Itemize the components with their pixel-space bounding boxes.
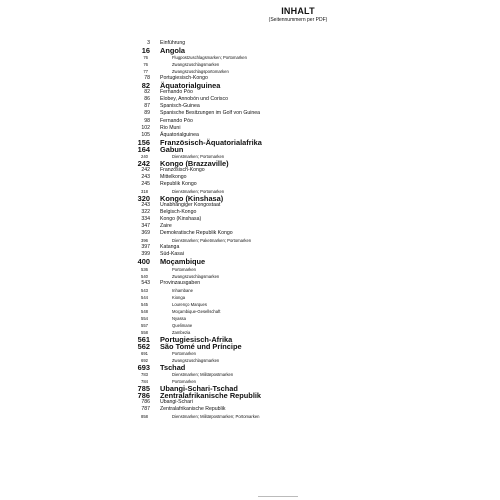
toc-heading[interactable] xyxy=(0,364,500,371)
toc-label: Katanga xyxy=(160,244,180,251)
toc-label: Französisch-Äquatorialafrika xyxy=(160,137,262,147)
toc-subentry[interactable] xyxy=(0,308,500,315)
toc-page-number: 318 xyxy=(141,188,148,194)
toc-label: Fernando Póo xyxy=(160,89,193,96)
toc-heading[interactable] xyxy=(0,343,500,350)
toc-page-number: 76 xyxy=(143,62,148,68)
toc-subentry[interactable] xyxy=(0,378,500,385)
toc-page-number: 397 xyxy=(141,244,150,251)
toc-label: Provinzausgaben xyxy=(160,279,201,286)
toc-page-number: 86 xyxy=(144,96,150,103)
toc-page-number: 858 xyxy=(141,414,148,420)
toc-page-number: 400 xyxy=(137,257,150,267)
toc-subentry[interactable] xyxy=(0,273,500,280)
toc-page-number: 787 xyxy=(141,406,150,413)
toc-heading[interactable] xyxy=(0,82,500,89)
toc-label: Kongo (Kinshasa) xyxy=(160,216,202,223)
toc-label: Belgisch-Kongo xyxy=(160,209,197,216)
toc-label: Portomarken xyxy=(172,351,196,357)
toc-page-number: 540 xyxy=(141,273,148,279)
toc-page-number: 156 xyxy=(137,137,150,147)
toc-label: Kongo (Brazzaville) xyxy=(160,158,229,168)
toc-label: Portomarken xyxy=(172,379,196,385)
toc-page-number: 242 xyxy=(141,166,150,173)
toc-label: Französisch-Kongo xyxy=(160,166,205,173)
toc-label: Spanisch-Guinea xyxy=(160,103,200,110)
toc-label: Dienstmarken; Militärpostmarken; Portomarken xyxy=(172,414,260,420)
toc-label: Rio Muni xyxy=(160,124,181,131)
toc-page-number: 87 xyxy=(144,103,150,110)
toc-label: Äquatorialguinea xyxy=(160,81,221,91)
toc-label: Zaire xyxy=(160,223,172,230)
toc-label: Flugpostzuschlagsmarken; Portomarken xyxy=(172,55,247,61)
toc-heading[interactable] xyxy=(0,258,500,265)
toc-entry[interactable] xyxy=(0,181,500,188)
toc-page-number: 562 xyxy=(137,342,150,352)
toc-label: Zwangszuschlagsportomarken xyxy=(172,69,229,75)
toc-page-number: 243 xyxy=(141,202,150,209)
toc-entry[interactable] xyxy=(0,280,500,287)
toc-subentry[interactable] xyxy=(0,287,500,294)
toc-page-number: 785 xyxy=(137,384,150,394)
toc-page-number: 543 xyxy=(141,287,148,293)
toc-entry[interactable] xyxy=(0,110,500,117)
toc-heading[interactable] xyxy=(0,160,500,167)
toc-subentry[interactable] xyxy=(0,329,500,336)
toc-entry[interactable] xyxy=(0,118,500,125)
toc-page-number: 164 xyxy=(137,144,150,154)
toc-page-number: 89 xyxy=(144,110,150,117)
toc-label: Inhambane xyxy=(172,287,193,293)
toc-label: Dienstmarken; Paketmarken; Portomarken xyxy=(172,238,252,244)
toc-page-number: 692 xyxy=(141,358,148,364)
toc-label: Unabhängiger Kongostaat xyxy=(160,202,221,209)
toc-page-number: 544 xyxy=(141,294,148,300)
toc-label: Moçambique xyxy=(160,257,206,267)
toc-subentry[interactable] xyxy=(0,153,500,160)
toc-heading[interactable] xyxy=(0,146,500,153)
toc-page-number: 78 xyxy=(144,75,150,82)
toc-label: Dienstmarken; Portomarken xyxy=(172,153,225,159)
toc-entry[interactable] xyxy=(0,103,500,110)
table-of-contents xyxy=(0,40,500,421)
toc-page-number: 543 xyxy=(141,279,150,286)
toc-page-number: 102 xyxy=(141,124,150,131)
toc-subentry[interactable] xyxy=(0,357,500,364)
toc-label: Zentralafrikanische Republik xyxy=(160,406,226,413)
toc-entry[interactable] xyxy=(0,167,500,174)
toc-page-number: 320 xyxy=(137,194,150,204)
toc-page-number: 786 xyxy=(137,391,150,401)
toc-page-number: 76 xyxy=(143,55,148,61)
toc-subentry[interactable] xyxy=(0,188,500,195)
toc-page-number: 554 xyxy=(141,315,148,321)
toc-label: Mittelkongo xyxy=(160,173,187,180)
toc-entry[interactable] xyxy=(0,406,500,413)
toc-label: Quelimane xyxy=(172,322,193,328)
toc-entry[interactable] xyxy=(0,223,500,230)
toc-entry[interactable] xyxy=(0,125,500,132)
toc-subentry[interactable] xyxy=(0,315,500,322)
toc-page-number: 784 xyxy=(141,379,148,385)
toc-label: Fernando Póo xyxy=(160,117,193,124)
toc-heading[interactable] xyxy=(0,47,500,54)
toc-label: Tschad xyxy=(160,363,186,373)
toc-entry[interactable] xyxy=(0,244,500,251)
toc-entry[interactable] xyxy=(0,230,500,237)
toc-page-number: 82 xyxy=(141,81,150,91)
toc-subentry[interactable] xyxy=(0,413,500,420)
toc-label: Angola xyxy=(160,46,186,56)
toc-entry[interactable] xyxy=(0,75,500,82)
toc-page-number: 242 xyxy=(137,158,150,168)
toc-label: Zambezia xyxy=(172,329,191,335)
footer-mark xyxy=(258,496,298,497)
toc-subentry[interactable] xyxy=(0,54,500,61)
toc-entry[interactable] xyxy=(0,174,500,181)
toc-entry[interactable] xyxy=(0,202,500,209)
toc-page-number: 536 xyxy=(141,266,148,272)
toc-label: Gabun xyxy=(160,144,184,154)
page-title: INHALT xyxy=(281,6,315,16)
toc-page-number: 399 xyxy=(141,251,150,258)
toc-label: Kongo (Kinshasa) xyxy=(160,194,224,204)
toc-label: Nyassa xyxy=(172,315,186,321)
toc-page-number: 347 xyxy=(141,223,150,230)
toc-label: Lourenço Marques xyxy=(172,301,207,307)
toc-entry[interactable] xyxy=(0,399,500,406)
toc-subentry[interactable] xyxy=(0,294,500,301)
toc-label: Elobey, Annobón und Corisco xyxy=(160,96,228,103)
toc-label: Zwangszuschlagsmarken xyxy=(172,358,220,364)
toc-label: Zwangszuschlagsmarken xyxy=(172,62,220,68)
toc-page-number: 786 xyxy=(141,399,150,406)
toc-page-number: 77 xyxy=(143,69,148,75)
toc-page-number: 561 xyxy=(137,334,150,344)
toc-label: Portomarken xyxy=(172,266,196,272)
toc-entry[interactable] xyxy=(0,40,500,47)
toc-heading[interactable] xyxy=(0,336,500,343)
toc-label: Dienstmarken; Portomarken xyxy=(172,188,225,194)
toc-subentry[interactable] xyxy=(0,266,500,273)
toc-label: Republik Kongo xyxy=(160,180,197,187)
toc-page-number: 82 xyxy=(144,89,150,96)
toc-entry[interactable] xyxy=(0,96,500,103)
toc-subentry[interactable] xyxy=(0,371,500,378)
toc-label: Spanische Besitzungen im Golf von Guinea xyxy=(160,110,261,117)
toc-page-number: 693 xyxy=(137,363,150,373)
toc-page-number: 558 xyxy=(141,329,148,335)
toc-subentry[interactable] xyxy=(0,237,500,244)
toc-heading[interactable] xyxy=(0,195,500,202)
toc-label: Zentralafrikanische Republik xyxy=(160,391,262,401)
toc-page-number: 334 xyxy=(141,216,150,223)
toc-label: Zwangszuschlagsmarken xyxy=(172,273,220,279)
toc-page-number: 545 xyxy=(141,301,148,307)
toc-label: Dienstmarken; Militärpostmarken xyxy=(172,372,234,378)
toc-label: Süd-Kasai xyxy=(160,251,184,258)
toc-label: Portugiesisch-Afrika xyxy=(160,334,233,344)
toc-subentry[interactable] xyxy=(0,68,500,75)
page-subtitle: (Seitennummern per PDF) xyxy=(268,17,328,23)
toc-page-number: 396 xyxy=(141,238,148,244)
toc-subentry[interactable] xyxy=(0,61,500,68)
toc-subentry[interactable] xyxy=(0,301,500,308)
toc-label: Kionga xyxy=(172,294,186,300)
toc-page-number: 98 xyxy=(144,117,150,124)
toc-label: Einführung xyxy=(160,40,186,46)
toc-label: São Tomé und Príncipe xyxy=(160,342,242,352)
toc-page-number: 3 xyxy=(147,40,150,46)
toc-entry[interactable] xyxy=(0,251,500,258)
toc-heading[interactable] xyxy=(0,392,500,399)
toc-page-number: 557 xyxy=(141,322,148,328)
toc-subentry[interactable] xyxy=(0,350,500,357)
toc-page-number: 245 xyxy=(141,180,150,187)
toc-page-number: 243 xyxy=(141,173,150,180)
toc-page-number: 691 xyxy=(141,351,148,357)
toc-label: Ubangi-Schari-Tschad xyxy=(160,384,238,394)
toc-heading[interactable] xyxy=(0,139,500,146)
toc-subentry[interactable] xyxy=(0,322,500,329)
toc-entry[interactable] xyxy=(0,89,500,96)
toc-entry[interactable] xyxy=(0,209,500,216)
toc-page-number: 369 xyxy=(141,230,150,237)
toc-entry[interactable] xyxy=(0,216,500,223)
toc-page-number: 322 xyxy=(141,209,150,216)
toc-label: Portugiesisch-Kongo xyxy=(160,75,208,82)
toc-page-number: 16 xyxy=(141,46,150,56)
toc-page-number: 240 xyxy=(141,153,148,159)
toc-label: Äquatorialguinea xyxy=(160,131,199,138)
toc-label: Moçambique-Gesellschaft xyxy=(172,308,221,314)
toc-label: Demokratische Republik Kongo xyxy=(160,230,233,237)
toc-label: Ubangi-Schari xyxy=(160,399,193,406)
toc-page-number: 783 xyxy=(141,372,148,378)
toc-page-number: 548 xyxy=(141,308,148,314)
toc-page-number: 105 xyxy=(141,131,150,138)
